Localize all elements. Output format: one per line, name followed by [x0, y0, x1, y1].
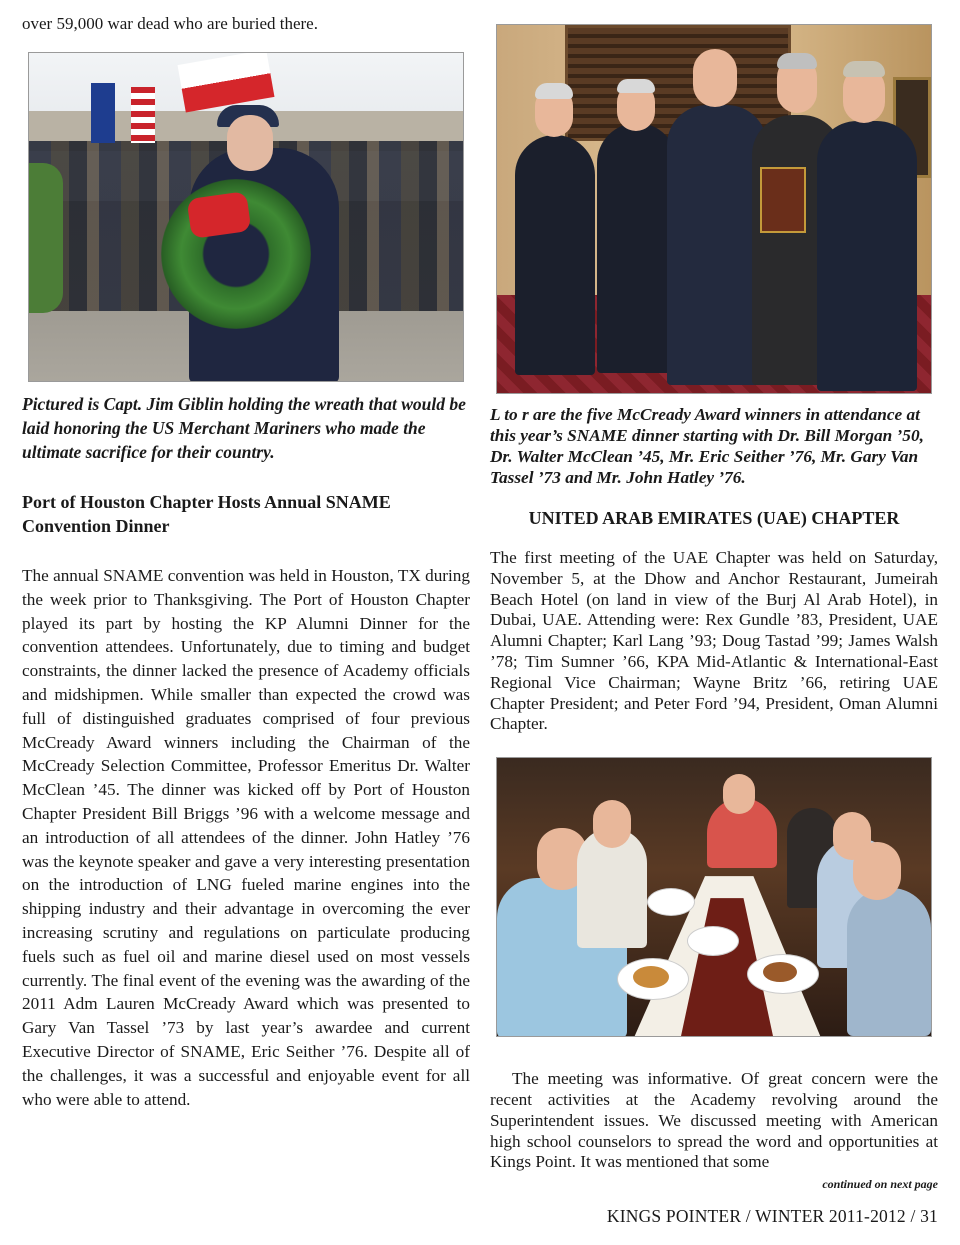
chapter-body: The first meeting of the UAE Chapter was held on Saturday, November 5, at the Dhow and Anchor Restaurant, Jumeirah Beach Hotel (on land in view of the Burj Al Arab Hotel), in Dubai, UAE. Attending were: Rex Gundle ’83, President, UAE Alumni Chapter; Karl Lang ’93; Doug Tastad ’99; James Walsh ’78; Tim Sumner ’66, KPA Mid-Atlantic & International-East Regional Vice Chairman; Wayne Britz ’66, retiring UAE Chapter President; and Peter Ford ’94, President, Oman Alumni Chapter.: [490, 548, 938, 734]
intro-text: over 59,000 war dead who are buried there.: [22, 14, 318, 33]
article-body: The annual SNAME convention was held in Houston, TX during the week prior to Thanksgiving. The Port of Houston Chapter played its part by hosting the KP Alumni Dinner for the convention attendees. Unfortunately, due to timing and budget constraints, the dinner lacked the presence of Academy officials and midshipmen. While smaller than expected the crowd was full of distinguished graduates comprised of four previous McCready Award winners including the Chairman of the McCready Selection Committee, Professor Emeritus Dr. Walter McClean ’45. The dinner was kicked off by Port of Houston Chapter President Bill Briggs ’96 with a welcome message and an introduction of all attendees of the dinner. John Hatley ’76 was the keynote speaker and gave a very interesting presentation on the introduction of LNG fueled marine engines into the shipping industry and their advantage in overcoming the ever increasing scrutiny and regulations on particulate producing fuels such as fuel oil and marine diesel used on most vessels currently. The final event of the evening was the awarding of the 2011 Adm Lauren McCready Award which was presented to Gary Van Tassel ’73 by last year’s awardee and current Executive Director of SNAME, Eric Seither ’76. Despite all of the challenges, it was a successful and enjoyable event for all who were able to attend.: [22, 566, 470, 1109]
right-column: [490, 24, 938, 1192]
award-winners-photo: [496, 24, 932, 394]
article-heading: Port of Houston Chapter Hosts Annual SNAME Convention Dinner: [22, 492, 391, 536]
chapter-heading: UNITED ARAB EMIRATES (UAE) CHAPTER: [528, 508, 900, 528]
photo2-caption: L to r are the five McCready Award winners in attendance at this year’s SNAME dinner starting with Dr. Bill Morgan ’50, Dr. Walter McClean ’45, Mr. Eric Seither ’76, Mr. Gary Van Tassel ’73 and Mr. John Hatley ’76.: [490, 405, 924, 487]
page-footer: KINGS POINTER / WINTER 2011-2012 / 31: [606, 1206, 938, 1226]
photo1-caption: Pictured is Capt. Jim Giblin holding the wreath that would be laid honoring the US Merchant Mariners who made the ultimate sacrifice for their country.: [22, 394, 466, 462]
dinner-photo: [496, 757, 932, 1037]
wreath-ceremony-photo: [28, 52, 464, 382]
left-column: [22, 14, 470, 1111]
continued-note: continued on next page: [822, 1177, 938, 1192]
meeting-body: The meeting was informative. Of great concern were the recent activities at the Academy revolving around the Superintendent issues. We discussed meeting with American high school counselors to spread the word and opportunities at Kings Point. It was mentioned that some: [490, 1069, 938, 1172]
